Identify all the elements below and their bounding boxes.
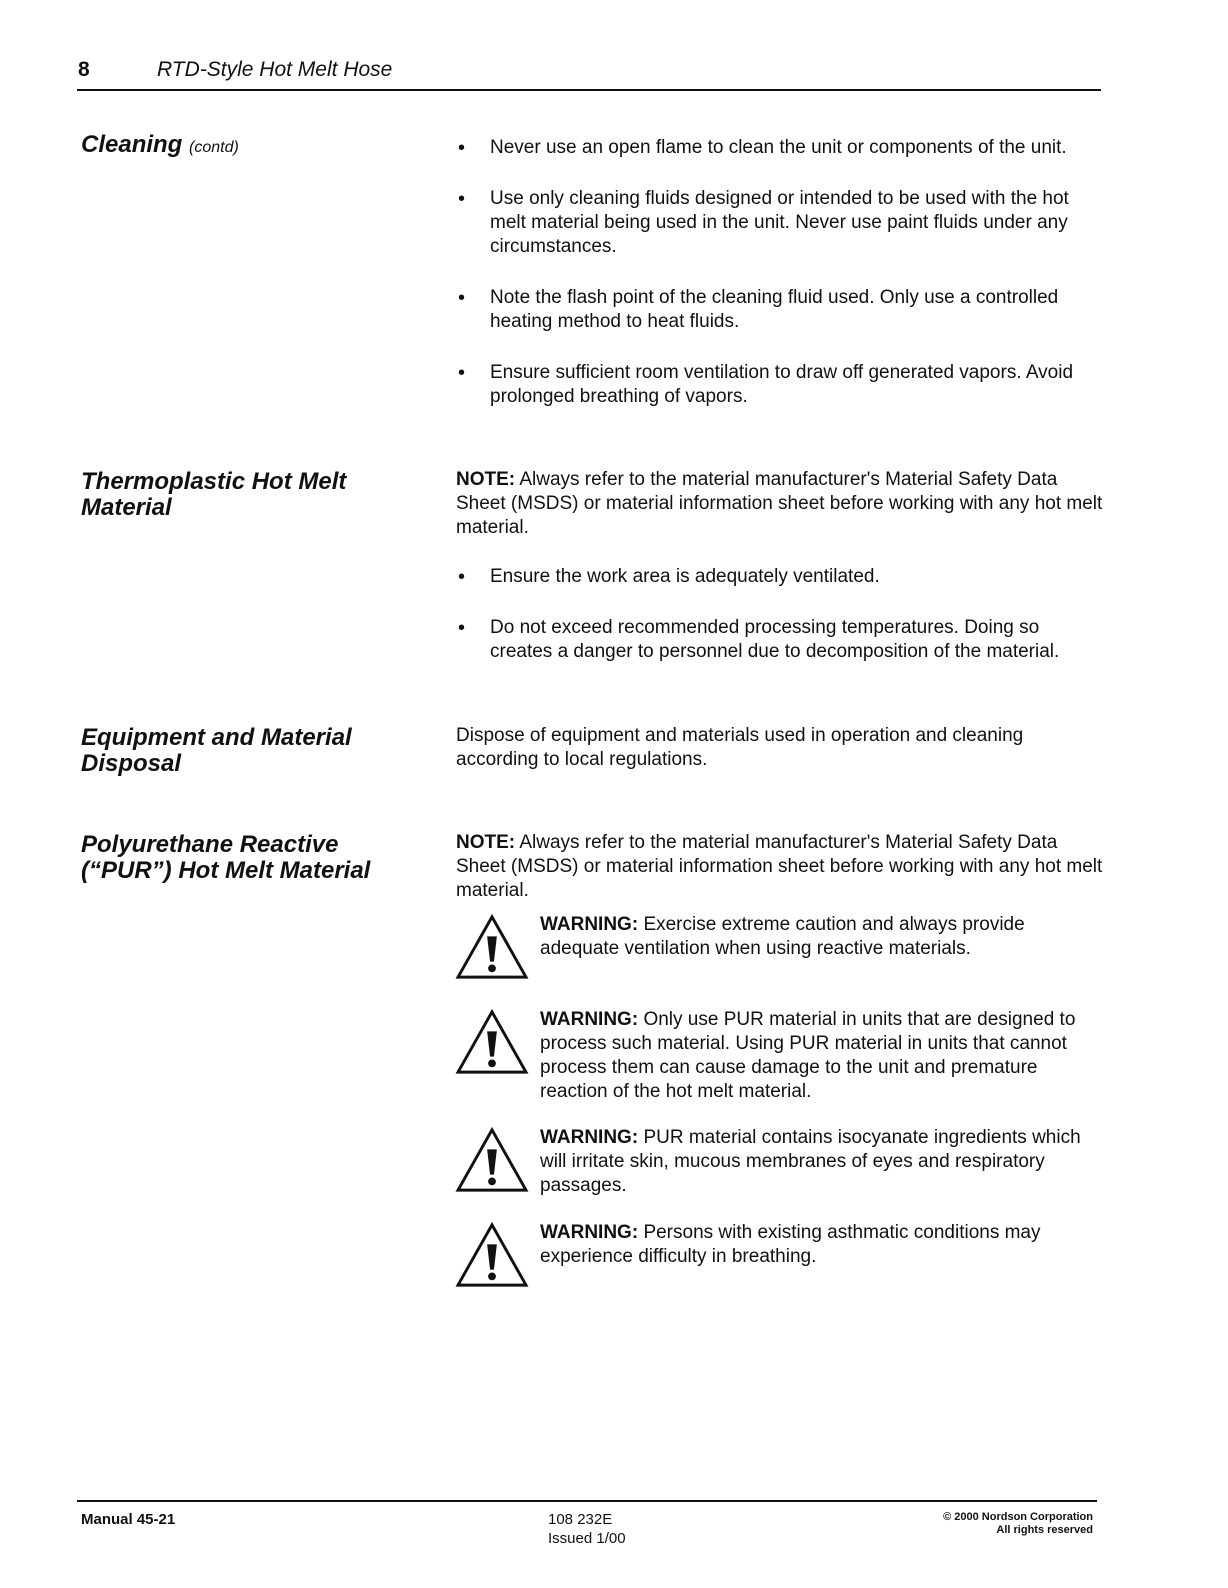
disposal-heading-line2: Disposal [81, 750, 182, 777]
warning-text-block [540, 1008, 1100, 1104]
list-item: • Use only cleaning fluids designed or intended to be used with the hot melt material being used in the unit. Never use paint fluids under any circumstances. [456, 187, 1106, 259]
footer-rights-text: All rights reserved [996, 1524, 1093, 1536]
disposal-heading [81, 725, 401, 777]
cleaning-heading-suffix: (contd) [189, 139, 239, 156]
thermoplastic-heading-line1: Thermoplastic Hot Melt [81, 468, 347, 495]
warning-triangle-icon [454, 1126, 530, 1194]
warning-label: WARNING: [540, 1127, 639, 1148]
thermoplastic-note [456, 468, 1106, 540]
warning-text: Persons with existing asthmatic conditions may experience difficulty in breathing. [540, 1222, 1041, 1267]
list-item: • Do not exceed recommended processing temperatures. Doing so creates a danger to personnel due to decomposition of the material. [456, 616, 1106, 664]
warning-triangle-icon [454, 1221, 530, 1289]
note-label: NOTE: [456, 832, 516, 853]
warning-label: WARNING: [540, 1222, 639, 1243]
footer-rule [77, 1500, 1097, 1502]
warning-text: PUR material contains isocyanate ingredients which will irritate skin, mucous membranes of eyes and respiratory passages. [540, 1127, 1081, 1196]
pur-heading-line2: (“PUR”) Hot Melt Material [81, 857, 371, 884]
warning-text-block [540, 1126, 1100, 1198]
thermoplastic-heading [81, 469, 401, 521]
thermoplastic-bullet-list [456, 565, 1106, 664]
warning-text-block [540, 913, 1100, 961]
warning-text: Only use PUR material in units that are designed to process such material. Using PUR material in units that cannot process them can cause damage to the unit and premature reaction of the hot melt material. [540, 1009, 1076, 1102]
note-label: NOTE: [456, 469, 516, 490]
cleaning-heading-text: Cleaning [81, 131, 183, 158]
list-item: • Never use an open flame to clean the unit or components of the unit. [456, 136, 1106, 160]
footer-issued: Issued 1/00 [548, 1530, 626, 1547]
list-item: • Ensure the work area is adequately ventilated. [456, 565, 1106, 589]
list-item: • Ensure sufficient room ventilation to draw off generated vapors. Avoid prolonged breathing of vapors. [456, 361, 1106, 409]
pur-heading [81, 832, 401, 884]
warning-triangle-icon [454, 913, 530, 981]
document-title: RTD-Style Hot Melt Hose [157, 58, 393, 81]
page-number: 8 [78, 58, 90, 81]
note-text: Always refer to the material manufacturer's Material Safety Data Sheet (MSDS) or material information sheet before working with any hot melt material. [456, 832, 1103, 901]
footer-copyright-text: © 2000 Nordson Corporation [943, 1511, 1093, 1523]
cleaning-heading [81, 132, 401, 161]
disposal-text: Dispose of equipment and materials used in operation and cleaning according to local regulations. [456, 725, 1024, 770]
warning-triangle-icon [454, 1008, 530, 1076]
list-item: • Note the flash point of the cleaning fluid used. Only use a controlled heating method to heat fluids. [456, 286, 1106, 334]
cleaning-bullet-list [456, 136, 1106, 409]
pur-note [456, 831, 1106, 903]
note-text: Always refer to the material manufacturer's Material Safety Data Sheet (MSDS) or material information sheet before working with any hot melt material. [456, 469, 1103, 538]
footer-manual-number: Manual 45-21 [81, 1511, 176, 1528]
header-rule [77, 89, 1101, 91]
thermoplastic-heading-line2: Material [81, 494, 172, 521]
pur-heading-line1: Polyurethane Reactive [81, 831, 339, 858]
warning-label: WARNING: [540, 914, 639, 935]
warning-text: Exercise extreme caution and always provide adequate ventilation when using reactive materials. [540, 914, 1025, 959]
footer-part-number: 108 232E [548, 1511, 613, 1528]
footer-copyright [890, 1511, 1093, 1537]
warning-text-block [540, 1221, 1100, 1269]
warning-label: WARNING: [540, 1009, 639, 1030]
disposal-heading-line1: Equipment and Material [81, 724, 352, 751]
footer-part-info [548, 1510, 626, 1548]
